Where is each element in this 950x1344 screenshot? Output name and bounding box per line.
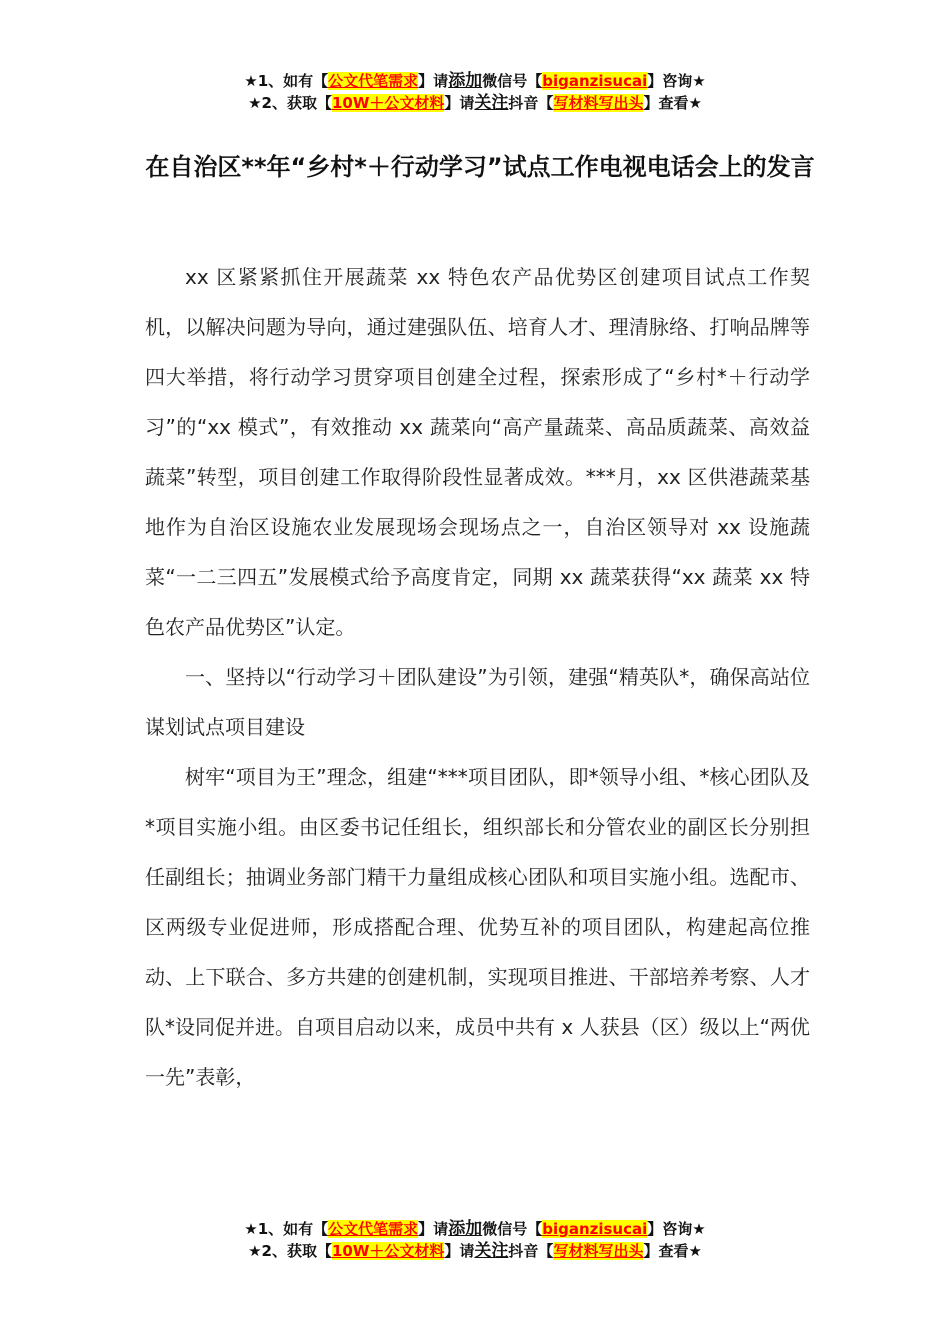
- banner-text: ★2、获取【: [248, 1242, 332, 1260]
- banner-text: 】查看★: [643, 1242, 702, 1260]
- document-body: [145, 252, 810, 1102]
- banner-text: 】查看★: [643, 94, 702, 112]
- banner-text: 微信号【: [482, 1220, 543, 1238]
- highlight-service: 公文代笔需求: [328, 72, 419, 90]
- document-title: 在自治区**年“乡村*＋行动学习”试点工作电视电话会上的发言: [145, 153, 815, 181]
- highlight-douyin-id: 写材料写出头: [553, 1242, 644, 1260]
- banner-line-2: [0, 1240, 950, 1262]
- banner-text: 】咨询★: [647, 1220, 706, 1238]
- banner-text: 】咨询★: [647, 72, 706, 90]
- banner-text: 抖音【: [508, 94, 554, 112]
- paragraph-intro: xx 区紧紧抓住开展蔬菜 xx 特色农产品优势区创建项目试点工作契机，以解决问题为导向，通过建强队伍、培育人才、理清脉络、打响品牌等四大举措，将行动学习贯穿项目创建全过程，探索形成了“乡村*＋行动学习”的“xx 模式”，有效推动 xx 蔬菜向“高产量蔬菜、高品质蔬菜、高效益蔬菜”转型，项目创建工作取得阶段性显著成效。***月，xx 区供港蔬菜基地作为自治区设施农业发展现场会现场点之一，自治区领导对 xx 设施蔬菜“一二三四五”发展模式给予高度肯定，同期 xx 蔬菜获得“xx 蔬菜 xx 特色农产品优势区”认定。: [145, 265, 810, 639]
- section-heading-1: 一、坚持以“行动学习＋团队建设”为引领，建强“精英队*，确保高站位谋划试点项目建设: [145, 665, 810, 739]
- underlined-add: 添加: [448, 71, 483, 91]
- underlined-follow: 关注: [474, 93, 509, 113]
- highlight-materials: 10W＋公文材料: [331, 94, 445, 112]
- highlight-materials: 10W＋公文材料: [331, 1242, 445, 1260]
- header-banner: [0, 70, 950, 114]
- banner-text: 微信号【: [482, 72, 543, 90]
- paragraph-team: 树牢“项目为王”理念，组建“***项目团队，即*领导小组、*核心团队及*项目实施小组。由区委书记任组长，组织部长和分管农业的副区长分别担任副组长；抽调业务部门精干力量组成核心团队和项目实施小组。选配市、区两级专业促进师，形成搭配合理、优势互补的项目团队，构建起高位推动、上下联合、多方共建的创建机制，实现项目推进、干部培养考察、人才队*设同促并进。自项目启动以来，成员中共有 x 人获县（区）级以上“两优一先”表彰，: [145, 765, 810, 1089]
- banner-text: 】请: [444, 94, 475, 112]
- banner-text: 】请: [418, 1220, 449, 1238]
- banner-text: ★2、获取【: [248, 94, 332, 112]
- footer-banner: [0, 1218, 950, 1262]
- banner-line-1: [0, 70, 950, 92]
- banner-text: 】请: [444, 1242, 475, 1260]
- banner-text: 抖音【: [508, 1242, 554, 1260]
- banner-text: ★1、如有【: [244, 1220, 329, 1238]
- highlight-wechat-id: biganzisucai: [542, 72, 648, 90]
- banner-text: 】请: [418, 72, 449, 90]
- highlight-service: 公文代笔需求: [328, 1220, 419, 1238]
- underlined-add: 添加: [448, 1219, 483, 1239]
- banner-line-2: [0, 92, 950, 114]
- banner-line-1: [0, 1218, 950, 1240]
- underlined-follow: 关注: [474, 1241, 509, 1261]
- highlight-douyin-id: 写材料写出头: [553, 94, 644, 112]
- banner-text: ★1、如有【: [244, 72, 329, 90]
- highlight-wechat-id: biganzisucai: [542, 1220, 648, 1238]
